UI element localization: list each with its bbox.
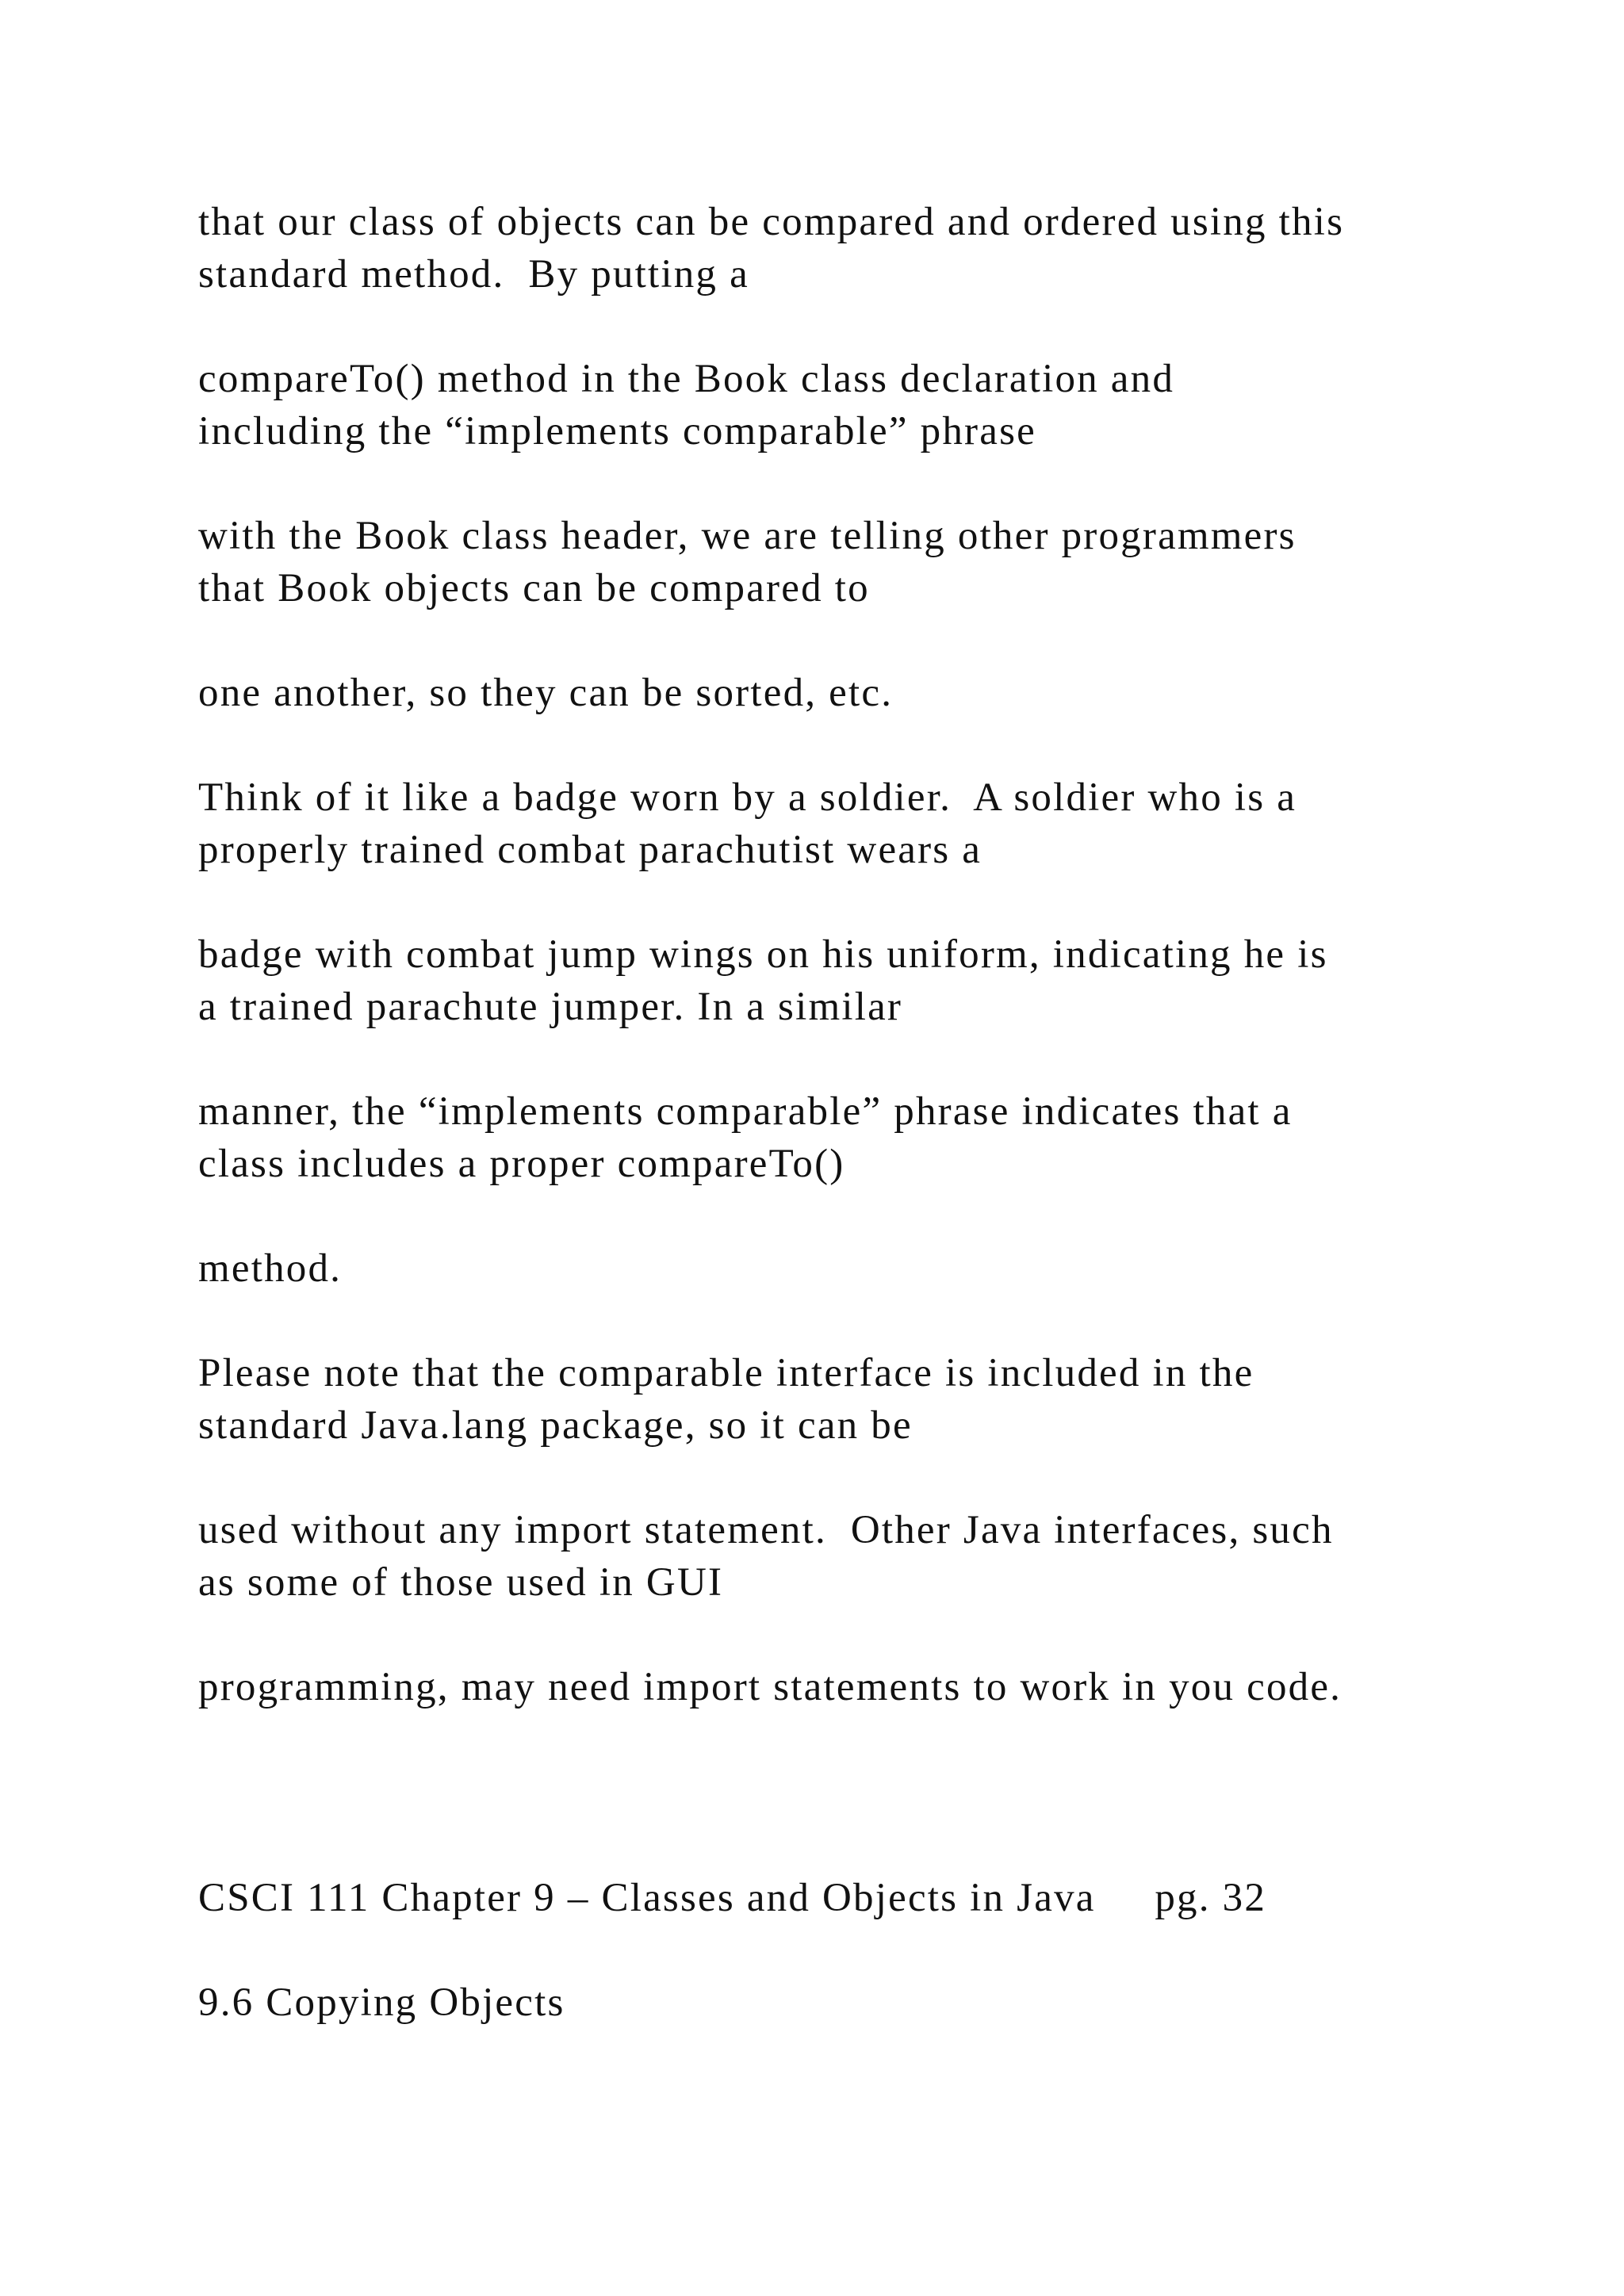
paragraph [198,353,1499,457]
text-line: one another, so they can be sorted, etc. [198,671,894,715]
text-line: standard Java.lang package, so it can be [198,1403,913,1448]
text-line: Think of it like a badge worn by a soldier. A soldier who is a [198,775,1297,820]
text-line: Please note that the comparable interface is included in the [198,1351,1254,1395]
text-line: badge with combat jump wings on his uniform, indicating he is [198,932,1328,977]
paragraph [198,510,1499,614]
text-line: properly trained combat parachutist wears a [198,828,982,872]
page-footer: CSCI 111 Chapter 9 – Classes and Objects in Java pg. 32 [198,1876,1267,1920]
paragraph [198,1085,1499,1190]
paragraph [198,667,1499,719]
paragraph [198,1242,1499,1295]
text-line: standard method. By putting a [198,252,749,297]
text-line: including the “implements comparable” phrase [198,409,1036,453]
paragraph [198,771,1499,876]
text-line: that Book objects can be compared to [198,566,870,610]
text-line: method. [198,1246,343,1291]
section-heading: 9.6 Copying Objects [198,1980,565,2025]
paragraph [198,1347,1499,1452]
text-line: programming, may need import statements to work in you code. [198,1665,1342,1709]
text-line: compareTo() method in the Book class declaration and [198,357,1175,401]
text-line: class includes a proper compareTo() [198,1142,845,1186]
paragraph [198,1661,1499,1713]
paragraph [198,1504,1499,1609]
text-line: manner, the “implements comparable” phrase indicates that a [198,1089,1293,1134]
text-line: as some of those used in GUI [198,1560,724,1605]
text-line: with the Book class header, we are telling other programmers [198,514,1297,558]
text-line: a trained parachute jumper. In a similar [198,985,903,1029]
paragraph [198,928,1499,1033]
paragraph [198,196,1499,300]
text-line: that our class of objects can be compared and ordered using this [198,200,1345,244]
text-line: used without any import statement. Other Java interfaces, such [198,1508,1334,1552]
